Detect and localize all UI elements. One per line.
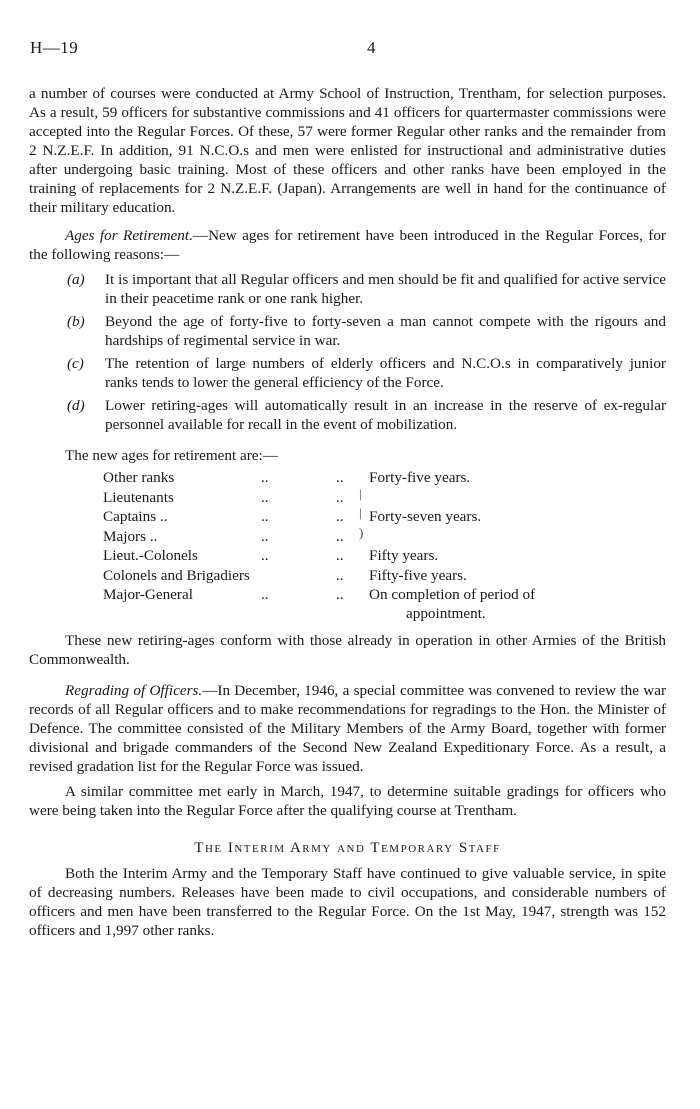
leader-dots: .. [336,586,344,603]
reason-label: (a) [67,271,85,288]
age-value: Forty-seven years. [369,508,482,525]
reason-label: (b) [67,313,85,330]
reason-item [29,312,666,350]
age-value-continued: appointment. [406,605,486,622]
leader-dots: .. [261,469,269,486]
leader-dots: .. [261,527,269,545]
leader-dots: .. [261,547,269,564]
reason-label: (d) [67,397,85,414]
age-value: Forty-five years. [369,469,471,486]
brace-mark: ) [359,524,364,540]
leader-dots: .. [336,547,344,564]
leader-dots: .. [261,586,269,603]
age-value: Fifty years. [369,547,439,564]
brace-mark: | [359,485,362,501]
regrading-followup-paragraph: A similar committee met early in March, 1947, to determine suitable gradings for officers who were being taken into the Regular Force after the qualifying course at Trentham. [29,783,666,819]
age-rank: Colonels and Brigadiers [103,566,250,584]
age-row [29,468,666,488]
page-number: 4 [367,38,376,57]
reason-text: It is important that all Regular officers and men should be fit and qualified for active service in their peacetime rank or one rank higher. [105,271,666,307]
age-row [29,507,666,527]
regrading-heading: Regrading of Officers. [65,682,203,699]
age-value: On completion of period of [369,586,536,603]
reason-label: (c) [67,355,84,372]
regrading-paragraph [29,681,666,776]
age-rank: Major-General [103,586,193,603]
reason-text: Lower retiring-ages will automatically result in an increase in the reserve of ex-regular personnel available for recall in the event of mobilization. [105,397,666,433]
retirement-paragraph [29,226,666,264]
opening-paragraph: a number of courses were conducted at Army School of Instruction, Trentham, for selection purposes. As a result, 59 officers for substantive commissions and 41 officers for quartermaster commissions were accepted into the Regular Forces. Of these, 57 were former Regular other ranks and the remainder from 2 N.Z.E.F. In addition, 91 N.C.O.s and men were enlisted for instructional and administrative duties after undergoing basic training. Most of these officers and other ranks have been employed in the training of replacements for 2 N.Z.E.F. (Japan). Arrangements are well in hand for the continuance of their military education. [29,85,666,216]
leader-dots: .. [336,566,344,584]
age-row [29,524,666,547]
brace-mark: | [359,505,362,520]
leader-dots: .. [336,527,344,545]
age-row [29,566,666,586]
leader-dots: .. [261,488,269,506]
age-rank: Lieutenants [103,488,174,506]
page-body [29,84,666,940]
leader-dots: .. [336,469,344,486]
age-row [29,585,666,625]
age-rank: Other ranks [103,469,175,486]
age-rank: Lieut.-Colonels [103,547,198,564]
reason-item [29,396,666,434]
leader-dots: .. [336,488,344,506]
section-title [29,838,666,858]
section-title-text: The Interim Army and Temporary Staff [194,840,501,856]
retirement-reasons [29,270,666,434]
regrading-text: —In December, 1946, a special committee was convened to review the war records of all Regular officers and to make recommendations for regradings to the Hon. the Minister of Defence. The committee consisted of the Military Members of the Army Board, together with former divisional and brigade commanders of the Second New Zealand Expeditionary Force. As a result, a revised gradation list for the Regular Force was issued. [29,682,667,775]
retirement-heading: Ages for Retirement. [65,227,193,244]
ages-closing-paragraph: These new retiring-ages conform with those already in operation in other Armies of the British Commonwealth. [29,632,666,668]
age-value: Fifty-five years. [369,566,467,584]
age-row [29,485,666,508]
reason-text: The retention of large numbers of elderly officers and N.C.O.s in comparatively junior ranks tends to lower the general efficiency of the Force. [105,355,666,391]
reason-text: Beyond the age of forty-five to forty-seven a man cannot compete with the rigours and hardships of regimental service in war. [105,313,666,349]
interim-paragraph: Both the Interim Army and the Temporary Staff have continued to give valuable service, in spite of decreasing numbers. Releases have been made to civil occupations, and considerable numbers of officers and men have been transferred to the Regular Force. On the 1st May, 1947, strength was 152 officers and 1,997 other ranks. [29,865,666,939]
reason-item [29,270,666,308]
age-rank: Captains .. [103,508,168,525]
page-header [30,38,670,62]
reason-item [29,354,666,392]
retirement-ages-table [29,468,666,625]
leader-dots: .. [336,508,344,525]
page-reference: H—19 [30,38,79,57]
age-rank: Majors .. [103,527,158,545]
age-row [29,546,666,566]
ages-intro: The new ages for retirement are:— [65,447,278,464]
leader-dots: .. [261,508,269,525]
retirement-intro: —New ages for retirement have been introduced in the Regular Forces, for the following reasons:— [29,227,666,263]
